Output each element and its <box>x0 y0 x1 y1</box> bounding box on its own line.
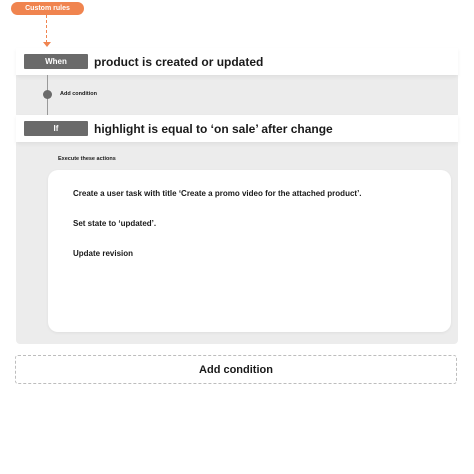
action-item-create-task[interactable]: Create a user task with title ‘Create a promo video for the attached product’. <box>73 189 362 198</box>
arrow-down-icon <box>43 42 51 47</box>
when-trigger-bar[interactable] <box>16 48 458 75</box>
add-condition-link[interactable]: Add condition <box>60 91 97 97</box>
dashed-connector <box>46 15 47 43</box>
add-condition-button[interactable]: Add condition <box>15 355 457 384</box>
action-item-set-state[interactable]: Set state to ‘updated’. <box>73 219 157 228</box>
actions-card <box>48 170 451 332</box>
add-condition-dot-icon[interactable] <box>43 90 52 99</box>
when-tag: When <box>24 54 88 69</box>
if-condition-text: highlight is equal to ‘on sale’ after change <box>94 121 333 136</box>
if-condition-bar[interactable] <box>16 115 458 142</box>
execute-actions-label: Execute these actions <box>58 156 116 162</box>
custom-rules-badge[interactable]: Custom rules <box>11 2 84 15</box>
if-tag: If <box>24 121 88 136</box>
action-item-update-revision[interactable]: Update revision <box>73 249 134 258</box>
when-trigger-text: product is created or updated <box>94 54 264 69</box>
